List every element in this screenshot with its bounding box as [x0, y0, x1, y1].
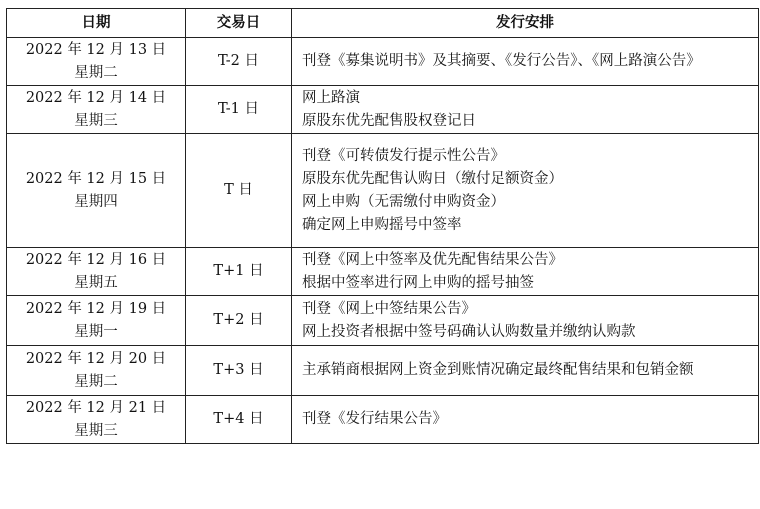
trading-day-cell: T 日	[186, 134, 292, 248]
table-row	[7, 396, 759, 444]
arrangement-item: 刊登《网上中签率及优先配售结果公告》	[302, 251, 563, 268]
date-text: 2022 年 12 月 16 日	[25, 251, 167, 268]
arrangement-cell	[292, 38, 759, 86]
date-text: 2022 年 12 月 21 日	[25, 399, 167, 416]
arrangement-item: 网上路演	[302, 89, 360, 106]
table-row	[7, 134, 759, 248]
arrangement-item: 刊登《网上中签结果公告》	[302, 300, 476, 317]
weekday-text: 星期一	[74, 323, 118, 340]
date-cell	[7, 38, 186, 86]
trading-day-cell: T-1 日	[186, 86, 292, 134]
date-text: 2022 年 12 月 20 日	[25, 350, 167, 367]
arrangement-item: 网上申购（无需缴付申购资金）	[302, 193, 505, 210]
arrangement-item: 刊登《可转债发行提示性公告》	[302, 147, 505, 164]
header-arrangement: 发行安排	[292, 9, 759, 38]
arrangement-item: 原股东优先配售股权登记日	[302, 112, 476, 129]
table-row	[7, 296, 759, 346]
arrangement-item: 刊登《发行结果公告》	[302, 411, 447, 427]
date-text: 2022 年 12 月 13 日	[25, 41, 167, 58]
weekday-text: 星期三	[74, 112, 118, 129]
weekday-text: 星期二	[74, 373, 118, 390]
arrangement-item: 刊登《募集说明书》及其摘要、《发行公告》、《网上路演公告》	[302, 53, 701, 69]
date-text: 2022 年 12 月 19 日	[25, 300, 167, 317]
weekday-text: 星期三	[74, 422, 118, 439]
weekday-text: 星期五	[74, 274, 118, 291]
weekday-text: 星期二	[74, 64, 118, 81]
arrangement-cell	[292, 86, 759, 134]
trading-day-cell: T-2 日	[186, 38, 292, 86]
arrangement-cell	[292, 396, 759, 444]
arrangement-item: 原股东优先配售认购日（缴付足额资金）	[302, 170, 563, 187]
date-cell	[7, 296, 186, 346]
table-row	[7, 346, 759, 396]
header-date: 日期	[7, 9, 186, 38]
table-header-row	[7, 9, 759, 38]
header-trading-day: 交易日	[186, 9, 292, 38]
date-cell	[7, 86, 186, 134]
arrangement-cell	[292, 296, 759, 346]
arrangement-item: 确定网上申购摇号中签率	[302, 216, 462, 233]
date-cell	[7, 396, 186, 444]
arrangement-cell	[292, 346, 759, 396]
issuance-schedule-table	[6, 8, 759, 444]
arrangement-cell	[292, 134, 759, 248]
date-text: 2022 年 12 月 14 日	[25, 89, 167, 106]
arrangement-cell	[292, 248, 759, 296]
trading-day-cell: T+1 日	[186, 248, 292, 296]
date-cell	[7, 134, 186, 248]
arrangement-item: 网上投资者根据中签号码确认认购数量并缴纳认购款	[302, 323, 636, 340]
trading-day-cell: T+2 日	[186, 296, 292, 346]
date-cell	[7, 346, 186, 396]
arrangement-item: 主承销商根据网上资金到账情况确定最终配售结果和包销金额	[302, 362, 694, 378]
table-row	[7, 38, 759, 86]
date-cell	[7, 248, 186, 296]
trading-day-cell: T+4 日	[186, 396, 292, 444]
date-text: 2022 年 12 月 15 日	[25, 170, 167, 187]
arrangement-item: 根据中签率进行网上申购的摇号抽签	[302, 274, 534, 291]
weekday-text: 星期四	[74, 193, 118, 210]
table-row	[7, 248, 759, 296]
trading-day-cell: T+3 日	[186, 346, 292, 396]
table-row	[7, 86, 759, 134]
